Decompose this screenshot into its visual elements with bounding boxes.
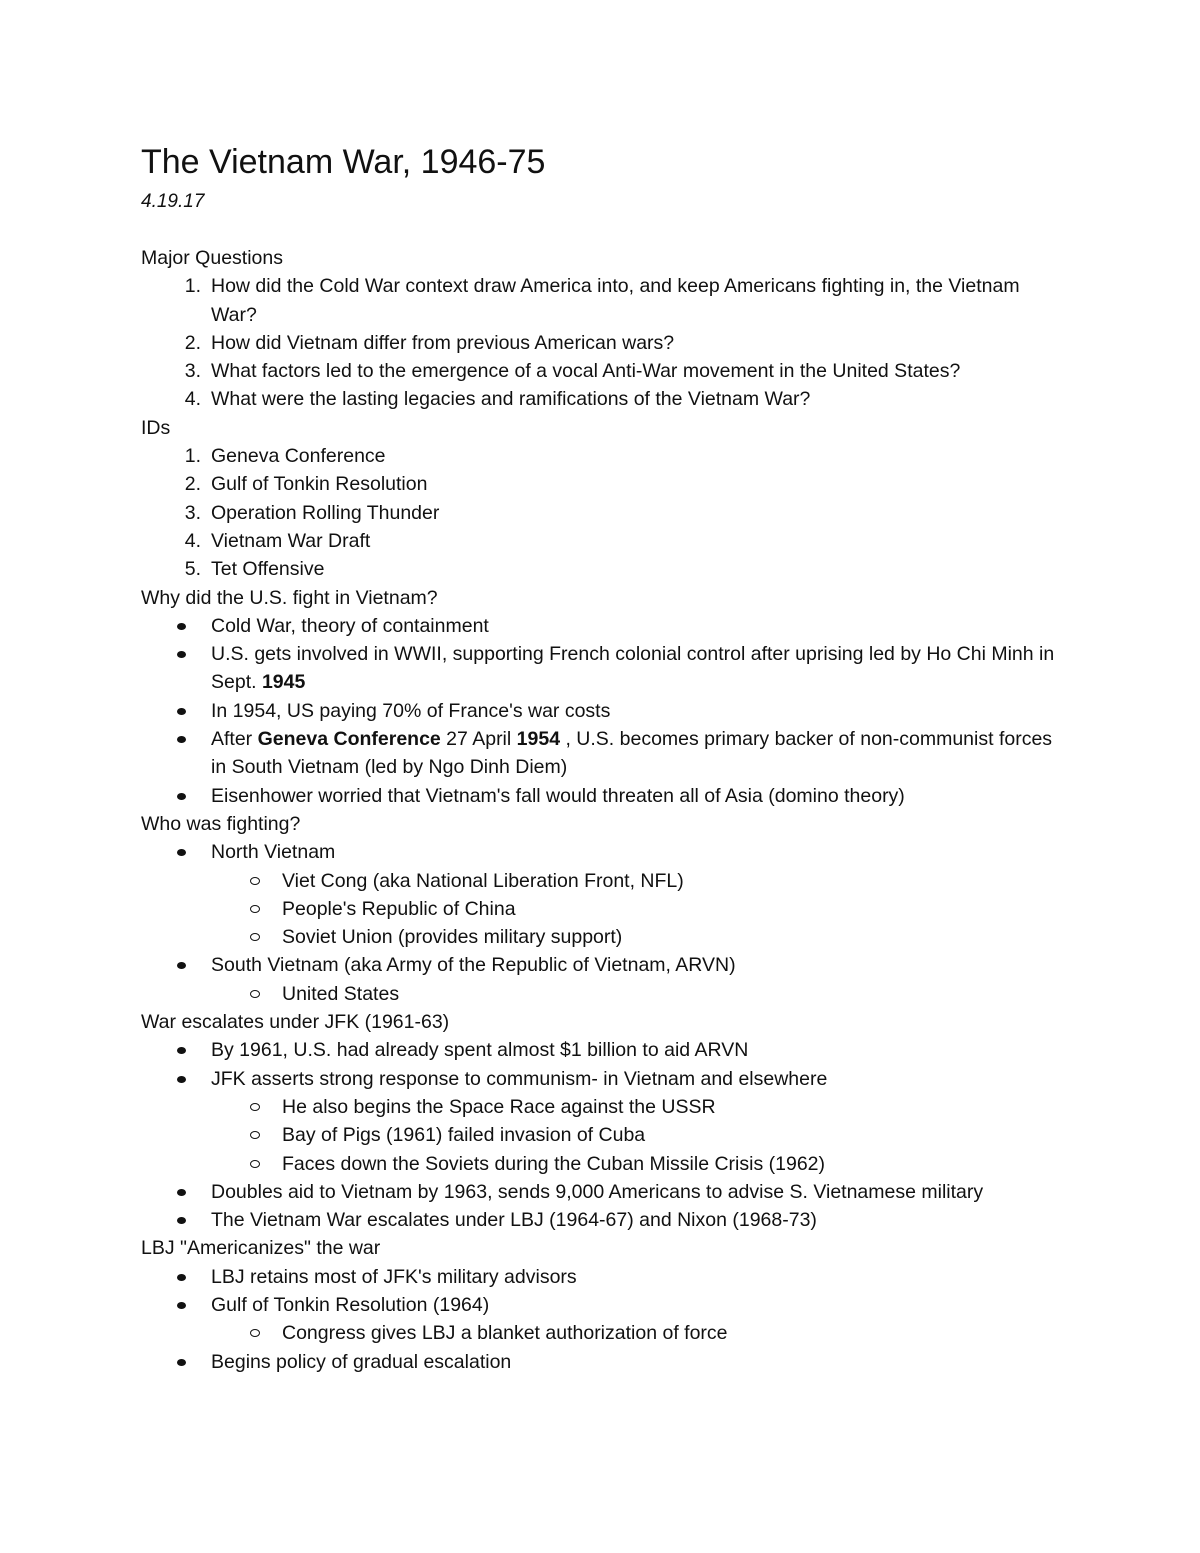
list-number: 4 . bbox=[165, 385, 201, 413]
list-item: 1 . Geneva Conference bbox=[141, 442, 1061, 470]
jfk-list bbox=[141, 1036, 1061, 1234]
list-number: 1 . bbox=[165, 272, 201, 300]
bullet-icon bbox=[177, 1189, 186, 1196]
list-item: North Vietnam bbox=[141, 838, 1061, 866]
sub-list-item: He also begins the Space Race against the USSR bbox=[141, 1093, 1061, 1121]
ids-heading: IDs bbox=[141, 416, 171, 439]
hollow-bullet-icon bbox=[250, 905, 260, 913]
list-item: In 1954, US paying 70% of France's war costs bbox=[141, 697, 1061, 725]
hollow-bullet-icon bbox=[250, 1131, 260, 1139]
list-number: 2 . bbox=[165, 470, 201, 498]
list-item: The Vietnam War escalates under LBJ (1964-67) and Nixon (1968-73) bbox=[141, 1206, 1061, 1234]
jfk-heading: War escalates under JFK (1961-63) bbox=[141, 1011, 450, 1034]
list-item: 4 . Vietnam War Draft bbox=[141, 527, 1061, 555]
list-item: 3 . What factors led to the emergence of a vocal Anti-War movement in the United States? bbox=[141, 357, 1061, 385]
hollow-bullet-icon bbox=[250, 1329, 260, 1337]
bullet-icon bbox=[177, 1047, 186, 1054]
list-item: U.S. gets involved in WWII, supporting French colonial control after uprising led by Ho Chi Minh in Sept. 1945 bbox=[141, 640, 1061, 697]
list-item: By 1961, U.S. had already spent almost $1 billion to aid ARVN bbox=[141, 1036, 1061, 1064]
list-item: Gulf of Tonkin Resolution (1964) bbox=[141, 1291, 1061, 1319]
bullet-icon bbox=[177, 736, 186, 743]
hollow-bullet-icon bbox=[250, 990, 260, 998]
major-questions-heading: Major Questions bbox=[141, 247, 283, 269]
bullet-icon bbox=[177, 793, 186, 800]
who-fighting-heading: Who was fighting? bbox=[141, 812, 301, 835]
sub-list-item: Faces down the Soviets during the Cuban Missile Crisis (1962) bbox=[141, 1150, 1061, 1178]
list-item: 2 . Gulf of Tonkin Resolution bbox=[141, 470, 1061, 498]
list-item: JFK asserts strong response to communism- in Vietnam and elsewhere bbox=[141, 1065, 1061, 1093]
list-item: 1 . How did the Cold War context draw America into, and keep Americans fighting in, the Vietnam War? bbox=[141, 272, 1061, 329]
list-item: Cold War, theory of containment bbox=[141, 612, 1061, 640]
hollow-bullet-icon bbox=[250, 1160, 260, 1168]
list-number: 1 . bbox=[165, 442, 201, 470]
why-fight-list bbox=[141, 612, 1061, 810]
list-item: LBJ retains most of JFK's military advisors bbox=[141, 1263, 1061, 1291]
lbj-heading: LBJ "Americanizes" the war bbox=[141, 1237, 381, 1260]
list-item: Begins policy of gradual escalation bbox=[141, 1348, 1061, 1376]
sub-list-item: Bay of Pigs (1961) failed invasion of Cuba bbox=[141, 1121, 1061, 1149]
bullet-icon bbox=[177, 1274, 186, 1281]
list-number: 3 . bbox=[165, 499, 201, 527]
bullet-icon bbox=[177, 1076, 186, 1083]
list-number: 3 . bbox=[165, 357, 201, 385]
document-body bbox=[141, 244, 1061, 1376]
list-item: Eisenhower worried that Vietnam's fall would threaten all of Asia (domino theory) bbox=[141, 782, 1061, 810]
bullet-icon bbox=[177, 651, 186, 658]
list-number: 4 . bbox=[165, 527, 201, 555]
list-item: 4 . What were the lasting legacies and ramifications of the Vietnam War? bbox=[141, 385, 1061, 413]
list-item: Doubles aid to Vietnam by 1963, sends 9,000 Americans to advise S. Vietnamese military bbox=[141, 1178, 1061, 1206]
bullet-icon bbox=[177, 962, 186, 969]
major-questions-list bbox=[141, 272, 1061, 413]
bullet-icon bbox=[177, 623, 186, 630]
list-item: After Geneva Conference 27 April 1954 , U.S. becomes primary backer of non-communist forces in South Vietnam (led by Ngo Dinh Diem) bbox=[141, 725, 1061, 782]
why-fight-heading: Why did the U.S. fight in Vietnam? bbox=[141, 586, 438, 609]
sub-list-item: Viet Cong (aka National Liberation Front, NFL) bbox=[141, 867, 1061, 895]
bullet-icon bbox=[177, 1217, 186, 1224]
list-number: 2 . bbox=[165, 329, 201, 357]
bullet-icon bbox=[177, 849, 186, 856]
sub-list-item: Congress gives LBJ a blanket authorization of force bbox=[141, 1319, 1061, 1347]
hollow-bullet-icon bbox=[250, 1103, 260, 1111]
sub-list-item: United States bbox=[141, 980, 1061, 1008]
ids-list bbox=[141, 442, 1061, 583]
document-title: The Vietnam War, 1946-75 bbox=[141, 143, 546, 181]
hollow-bullet-icon bbox=[250, 877, 260, 885]
who-fighting-list bbox=[141, 838, 1061, 1008]
lbj-list bbox=[141, 1263, 1061, 1376]
hollow-bullet-icon bbox=[250, 933, 260, 941]
document-page bbox=[141, 140, 1061, 1376]
list-item: 2 . How did Vietnam differ from previous American wars? bbox=[141, 329, 1061, 357]
list-item: 3 . Operation Rolling Thunder bbox=[141, 499, 1061, 527]
bullet-icon bbox=[177, 1302, 186, 1309]
list-item: South Vietnam (aka Army of the Republic of Vietnam, ARVN) bbox=[141, 951, 1061, 979]
spacer bbox=[141, 216, 1061, 244]
document-date: 4.19.17 bbox=[141, 191, 205, 212]
list-item: 5 . Tet Offensive bbox=[141, 555, 1061, 583]
list-number: 5 . bbox=[165, 555, 201, 583]
bullet-icon bbox=[177, 708, 186, 715]
bullet-icon bbox=[177, 1359, 186, 1366]
sub-list-item: People's Republic of China bbox=[141, 895, 1061, 923]
sub-list-item: Soviet Union (provides military support) bbox=[141, 923, 1061, 951]
